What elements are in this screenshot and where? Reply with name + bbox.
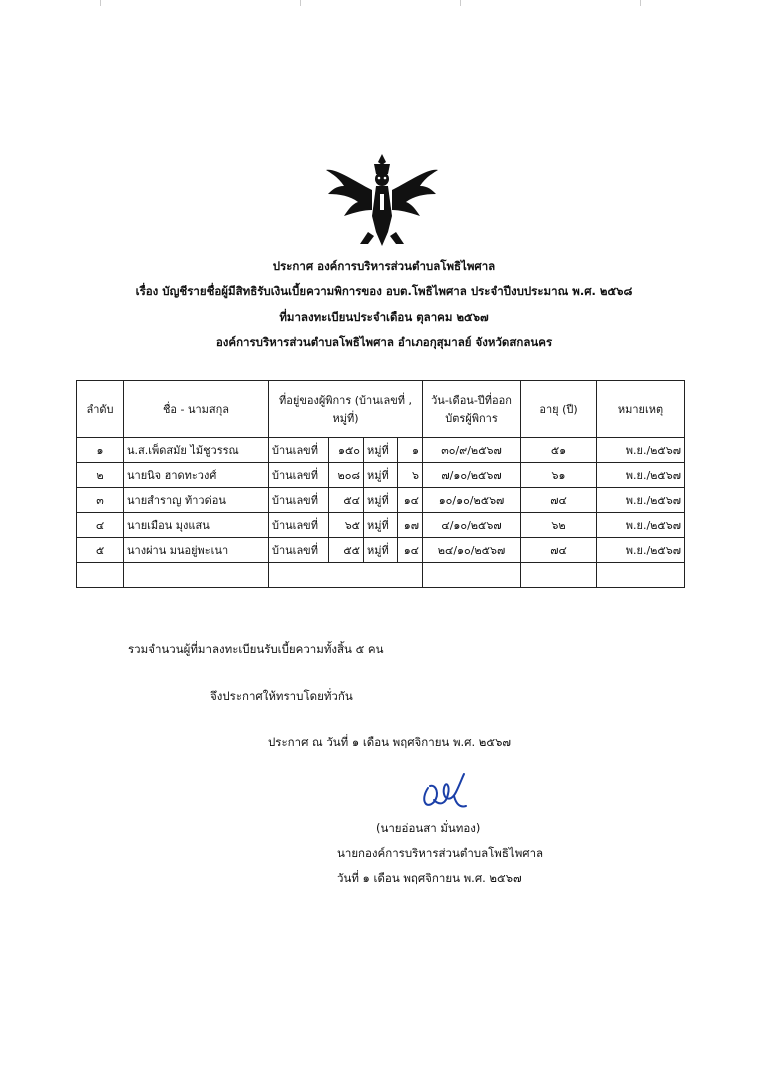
header-age: อายุ (ปี) [521, 381, 597, 438]
garuda-emblem-icon [322, 150, 442, 250]
row-note: พ.ย./๒๕๖๗ [597, 488, 685, 513]
empty-cell [423, 563, 521, 588]
header-issue-date: วัน-เดือน-ปีที่ออกบัตรผู้พิการ [423, 381, 521, 438]
row-age: ๖๒ [521, 513, 597, 538]
empty-cell [269, 563, 423, 588]
row-moo: ๑๔ [398, 488, 423, 513]
signer-position: นายกองค์การบริหารส่วนตำบลโพธิไพศาล [337, 846, 544, 860]
row-house-no: ๑๕๐ [329, 438, 364, 463]
row-issue-date: ๒๔/๑๐/๒๕๖๗ [423, 538, 521, 563]
row-house-label: บ้านเลขที่ [269, 538, 329, 563]
signer-date: วันที่ ๑ เดือน พฤศจิกายน พ.ศ. ๒๕๖๗ [337, 871, 522, 885]
table-row [77, 463, 685, 488]
row-age: ๕๑ [521, 438, 597, 463]
row-house-no: ๕๔ [329, 488, 364, 513]
organization-address: องค์การบริหารส่วนตำบลโพธิไพศาล อำเภอกุสุมาลย์ จังหวัดสกลนคร [215, 335, 553, 349]
empty-cell [597, 563, 685, 588]
row-note: พ.ย./๒๕๖๗ [597, 513, 685, 538]
row-issue-date: ๑๐/๑๐/๒๕๖๗ [423, 488, 521, 513]
header-address: ที่อยู่ของผู้พิการ (บ้านเลขที่ , หมู่ที่) [269, 381, 423, 438]
row-note: พ.ย./๒๕๖๗ [597, 438, 685, 463]
row-moo: ๑ [398, 438, 423, 463]
scan-mark [300, 0, 301, 6]
row-moo-label: หมู่ที่ [364, 538, 398, 563]
row-no: ๑ [77, 438, 124, 463]
row-house-label: บ้านเลขที่ [269, 438, 329, 463]
row-moo: ๑๗ [398, 513, 423, 538]
row-moo-label: หมู่ที่ [364, 463, 398, 488]
table-header-row [77, 381, 685, 438]
registration-month: ที่มาลงทะเบียนประจำเดือน ตุลาคม ๒๕๖๗ [279, 310, 489, 324]
row-house-label: บ้านเลขที่ [269, 463, 329, 488]
row-age: ๗๔ [521, 538, 597, 563]
row-issue-date: ๔/๑๐/๒๕๖๗ [423, 513, 521, 538]
subject-line: เรื่อง บัญชีรายชื่อผู้มีสิทธิรับเงินเบี้ยความพิการของ อบต.โพธิไพศาล ประจำปีงบประมาณ พ.ศ. ๒๕๖๘ [135, 284, 633, 298]
row-age: ๖๑ [521, 463, 597, 488]
row-name: นายเมือน มุงแสน [124, 513, 269, 538]
row-name: นายสำราญ ท้าวด่อน [124, 488, 269, 513]
total-summary: รวมจำนวนผู้ที่มาลงทะเบียนรับเบี้ยความทั้งสิ้น ๕ คน [128, 642, 384, 656]
table-row [77, 538, 685, 563]
table-row [77, 438, 685, 463]
header-name: ชื่อ - นามสกุล [124, 381, 269, 438]
row-house-label: บ้านเลขที่ [269, 513, 329, 538]
empty-cell [77, 563, 124, 588]
row-moo-label: หมู่ที่ [364, 438, 398, 463]
row-no: ๓ [77, 488, 124, 513]
row-house-no: ๒๐๘ [329, 463, 364, 488]
scan-mark [100, 0, 101, 6]
announcement-heading: ประกาศ องค์การบริหารส่วนตำบลโพธิไพศาล [272, 259, 496, 273]
row-no: ๕ [77, 538, 124, 563]
empty-cell [124, 563, 269, 588]
row-no: ๒ [77, 463, 124, 488]
table-row-empty [77, 563, 685, 588]
row-moo-label: หมู่ที่ [364, 513, 398, 538]
row-moo: ๖ [398, 463, 423, 488]
table-row [77, 513, 685, 538]
header-no: ลำดับ [77, 381, 124, 438]
table-row [77, 488, 685, 513]
header-note: หมายเหตุ [597, 381, 685, 438]
row-issue-date: ๓๐/๙/๒๕๖๗ [423, 438, 521, 463]
row-house-no: ๕๕ [329, 538, 364, 563]
row-no: ๔ [77, 513, 124, 538]
row-note: พ.ย./๒๕๖๗ [597, 463, 685, 488]
row-age: ๗๔ [521, 488, 597, 513]
handwritten-signature [410, 770, 470, 820]
row-moo: ๑๔ [398, 538, 423, 563]
signer-name: (นายอ่อนสา มั่นทอง) [376, 821, 481, 835]
row-house-label: บ้านเลขที่ [269, 488, 329, 513]
announce-date: ประกาศ ณ วันที่ ๑ เดือน พฤศจิกายน พ.ศ. ๒๕๖๗ [268, 735, 512, 749]
row-name: น.ส.เพ็ดสมัย ไม้ชูวรรณ [124, 438, 269, 463]
announce-text: จึงประกาศให้ทราบโดยทั่วกัน [210, 689, 353, 703]
row-house-no: ๖๕ [329, 513, 364, 538]
empty-cell [521, 563, 597, 588]
row-note: พ.ย./๒๕๖๗ [597, 538, 685, 563]
row-issue-date: ๗/๑๐/๒๕๖๗ [423, 463, 521, 488]
beneficiary-table [76, 380, 685, 588]
scan-mark [640, 0, 641, 6]
row-name: นางผ่าน มนอยู่พะเนา [124, 538, 269, 563]
scan-mark [460, 0, 461, 6]
row-name: นายนิจ ฮาดทะวงศ์ [124, 463, 269, 488]
row-moo-label: หมู่ที่ [364, 488, 398, 513]
